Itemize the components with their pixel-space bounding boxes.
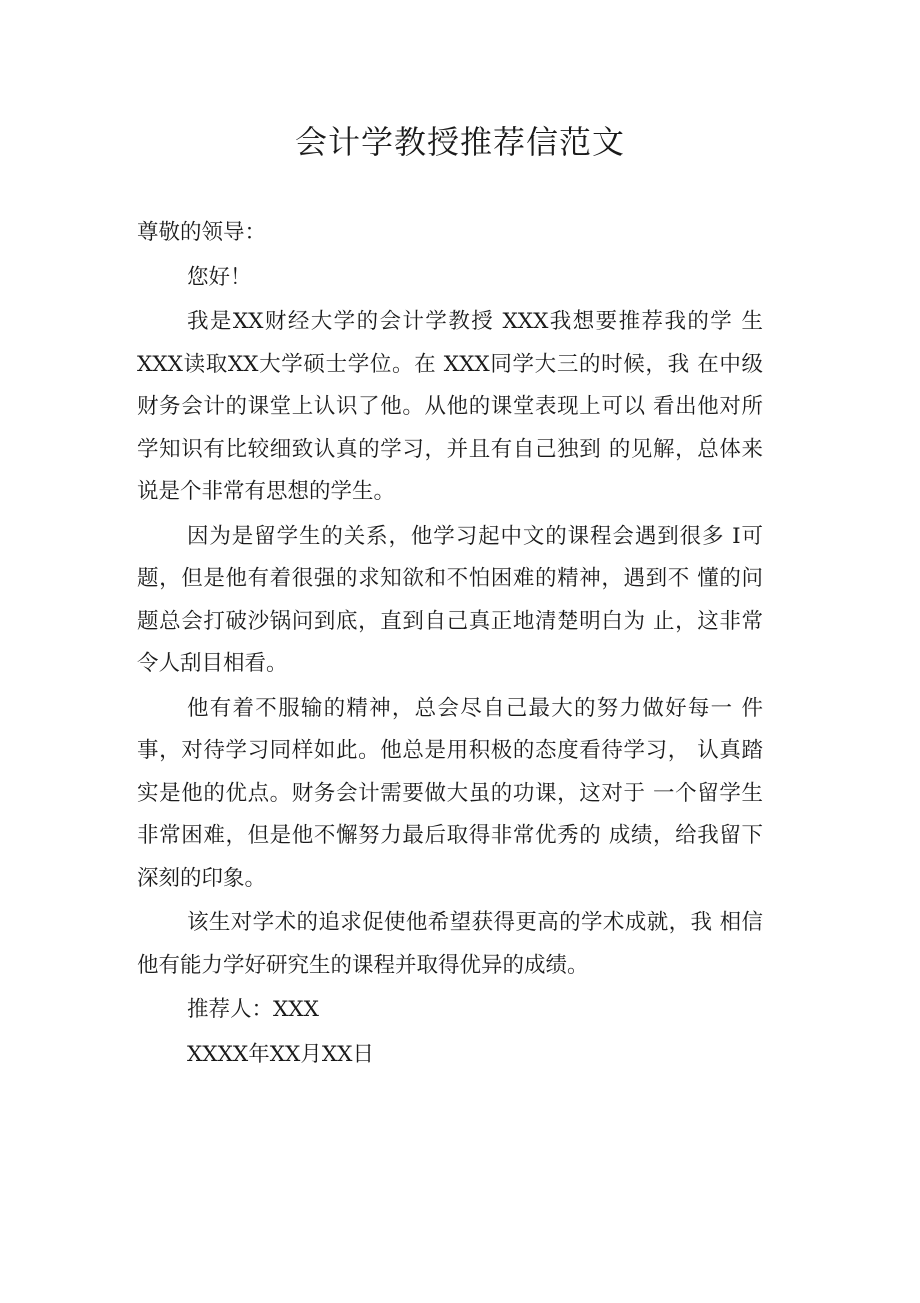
salutation: 尊敬的领导： [137,220,267,245]
letter-body [137,212,763,1078]
date-line: XXXX年XX月XX日 [187,1041,374,1067]
paragraph-2: 因为是留学生的关系，他学习起中文的课程会遇到很多 I可题，但是他有着很强的求知欲和不怕困难的精神，遇到不 懂的问题总会打破沙锅问到底，直到自己真正地清楚明白为 止，这非常令人刮目相看。 [137,523,763,676]
paragraph-1: 我是XX财经大学的会计学教授 XXX我想要推荐我的学 生XXX读取XX大学硕士学位。在 XXX同学大三的时候，我 在中级财务会计的课堂上认识了他。从他的课堂表现上可以 看出他对所学知识有比较细致认真的学习，并且有自己独到 的见解，总体来说是个非常有思想的学生。 [137,309,763,504]
paragraph-4: 该生对学术的追求促使他希望获得更高的学术成就，我 相信他有能力学好研究生的课程并取得优异的成绩。 [137,910,763,978]
paragraph-3: 他有着不服输的精神，总会尽自己最大的努力做好每一 件事，对待学习同样如此。他总是用积极的态度看待学习， 认真踏实是他的优点。财务会计需要做大虽的功课，这对于 一个留学生非常困难，但是他不懈努力最后取得非常优秀的 成绩，给我留下深刻的印象。 [137,695,763,891]
document-title: 会计学教授推荐信范文 [294,123,625,161]
recommender-line: 推荐人：XXX [187,997,319,1022]
greeting: 您好！ [187,264,252,290]
